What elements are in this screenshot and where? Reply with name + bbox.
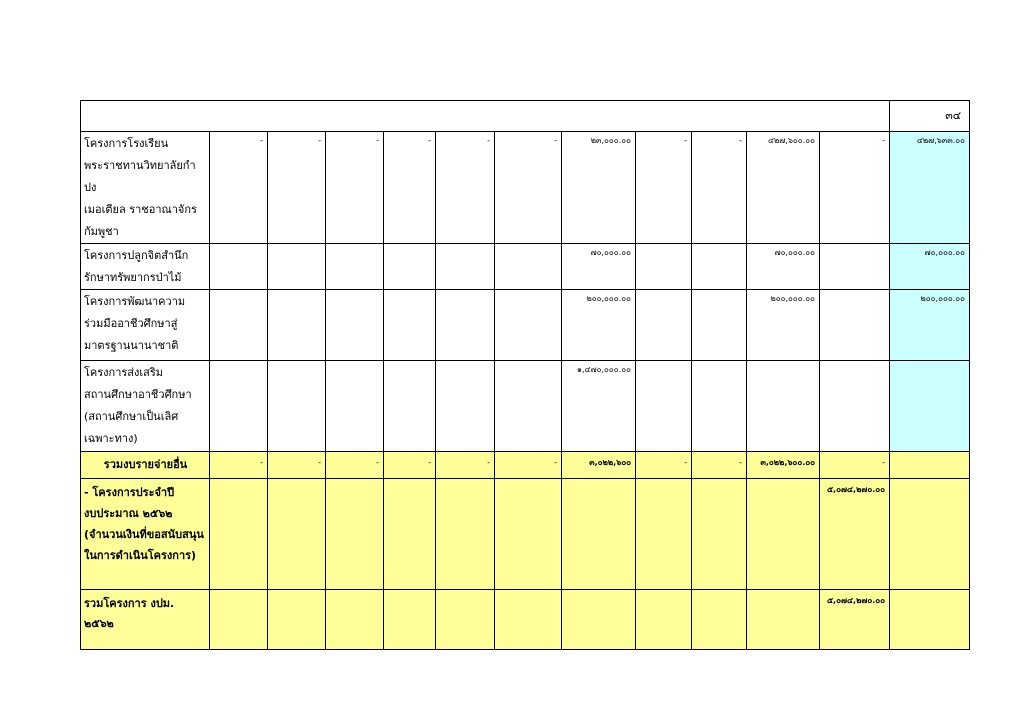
value-cell [692,590,747,650]
value-cell: ๕,๐๗๔,๒๗๐.๐๐ [820,479,890,590]
value-cell [210,290,268,361]
value-cell: - [384,452,436,479]
value-cell: ๒๓,๐๐๐.๐๐ [562,132,636,244]
total-cell: ๔๒๗,๖๓๓.๐๐ [890,132,970,244]
value-cell: - [495,132,562,244]
value-cell [268,244,326,290]
sum-row [81,452,970,479]
value-cell [692,244,747,290]
table-row [81,361,970,452]
project-description [81,132,210,244]
value-cell [562,479,636,590]
value-cell: - [268,132,326,244]
total-cell [890,479,970,590]
value-cell: - [436,452,495,479]
value-cell [210,361,268,452]
sum-row-label: รวมงบรายจ่ายอื่น [81,452,210,479]
description-line: ในการดำเนินโครงการ) [84,549,197,562]
value-cell [326,590,384,650]
description-line: (สถานศึกษาเป็นเลิศ [84,410,179,423]
value-cell [692,479,747,590]
value-cell [636,590,692,650]
description-line: กัมพูชา [84,225,119,238]
value-cell [210,590,268,650]
project-description [81,244,210,290]
value-cell [747,361,820,452]
value-cell [820,361,890,452]
value-cell: - [636,452,692,479]
value-cell [326,361,384,452]
header-blank-cell [81,101,890,132]
value-cell [495,479,562,590]
value-cell [820,290,890,361]
value-cell [495,290,562,361]
value-cell [747,590,820,650]
total-cell [890,361,970,452]
value-cell [495,361,562,452]
value-cell [268,361,326,452]
value-cell [210,479,268,590]
value-cell: - [692,452,747,479]
page-number: ๓๔ [890,101,970,132]
project-description [81,290,210,361]
value-cell [495,244,562,290]
value-cell [268,479,326,590]
description-line: เฉพาะทาง) [84,432,138,445]
header-row [81,101,970,132]
value-cell [268,590,326,650]
value-cell [326,244,384,290]
value-cell [636,479,692,590]
value-cell [326,290,384,361]
project-description [81,361,210,452]
total-cell: ๒๐๐,๐๐๐.๐๐ [890,290,970,361]
description-line: งบประมาณ ๒๕๖๒ [84,507,173,520]
description-line: โครงการส่งเสริม [84,366,164,379]
value-cell: ๒๐๐,๐๐๐.๐๐ [562,290,636,361]
total-cell: ๗๐,๐๐๐.๐๐ [890,244,970,290]
value-cell: - [436,132,495,244]
description-line: พระราชทานวิทยาลัยกำปง [84,159,196,194]
description-line: มาตรฐานนานาชาติ [84,339,179,352]
description-line: (จำนวนเงินที่ขอสนับสนุน [84,528,204,541]
value-cell [384,590,436,650]
value-cell [384,244,436,290]
value-cell [636,361,692,452]
description-line: รักษาทรัพยากรป่าไม้ [84,271,182,284]
value-cell: ๕,๐๗๔,๒๗๐.๐๐ [820,590,890,650]
value-cell [436,590,495,650]
value-cell [384,290,436,361]
value-cell [384,361,436,452]
value-cell: - [268,452,326,479]
table-row [81,244,970,290]
value-cell: ๒๐๐,๐๐๐.๐๐ [747,290,820,361]
value-cell: ๓,๐๒๒,๖๐๐ [562,452,636,479]
value-cell [747,479,820,590]
value-cell: - [820,452,890,479]
value-cell: - [384,132,436,244]
value-cell [436,479,495,590]
value-cell: - [495,452,562,479]
value-cell [495,590,562,650]
value-cell [436,361,495,452]
value-cell: - [326,452,384,479]
value-cell [692,290,747,361]
total-cell [890,452,970,479]
description-line: ร่วมมืออาชีวศึกษาสู่ [84,317,178,330]
value-cell [562,590,636,650]
value-cell [384,479,436,590]
value-cell [692,361,747,452]
description-line: โครงการปลูกจิตสำนึก [84,249,189,262]
plan-row [81,479,970,590]
value-cell: ๑,๔๗๐,๐๐๐.๐๐ [562,361,636,452]
plan-description [81,479,210,590]
description-line: โครงการพัฒนาความ [84,295,186,308]
value-cell [268,290,326,361]
value-cell: - [820,132,890,244]
description-line: เมอเตียล ราชอาณาจักร [84,203,197,216]
value-cell [636,290,692,361]
value-cell: ๗๐,๐๐๐.๐๐ [562,244,636,290]
value-cell: - [210,132,268,244]
value-cell [210,244,268,290]
value-cell: ๓,๐๒๒,๖๐๐.๐๐ [747,452,820,479]
total-row-label: รวมโครงการ งปม. ๒๕๖๒ [81,590,210,650]
total-cell [890,590,970,650]
value-cell [820,244,890,290]
table-row [81,290,970,361]
table-row [81,132,970,244]
value-cell: ๗๐,๐๐๐.๐๐ [747,244,820,290]
budget-table-page [80,100,969,630]
description-line: - โครงการประจำปี [84,486,175,499]
value-cell [636,244,692,290]
value-cell: ๔๒๗,๖๐๐.๐๐ [747,132,820,244]
value-cell [436,290,495,361]
value-cell [436,244,495,290]
description-line: โครงการโรงเรียน [84,137,169,150]
value-cell: - [326,132,384,244]
value-cell: - [210,452,268,479]
description-line: สถานศึกษาอาชีวศึกษา [84,388,192,401]
value-cell: - [636,132,692,244]
value-cell [326,479,384,590]
value-cell: - [692,132,747,244]
total-row [81,590,970,650]
budget-table [80,100,970,650]
